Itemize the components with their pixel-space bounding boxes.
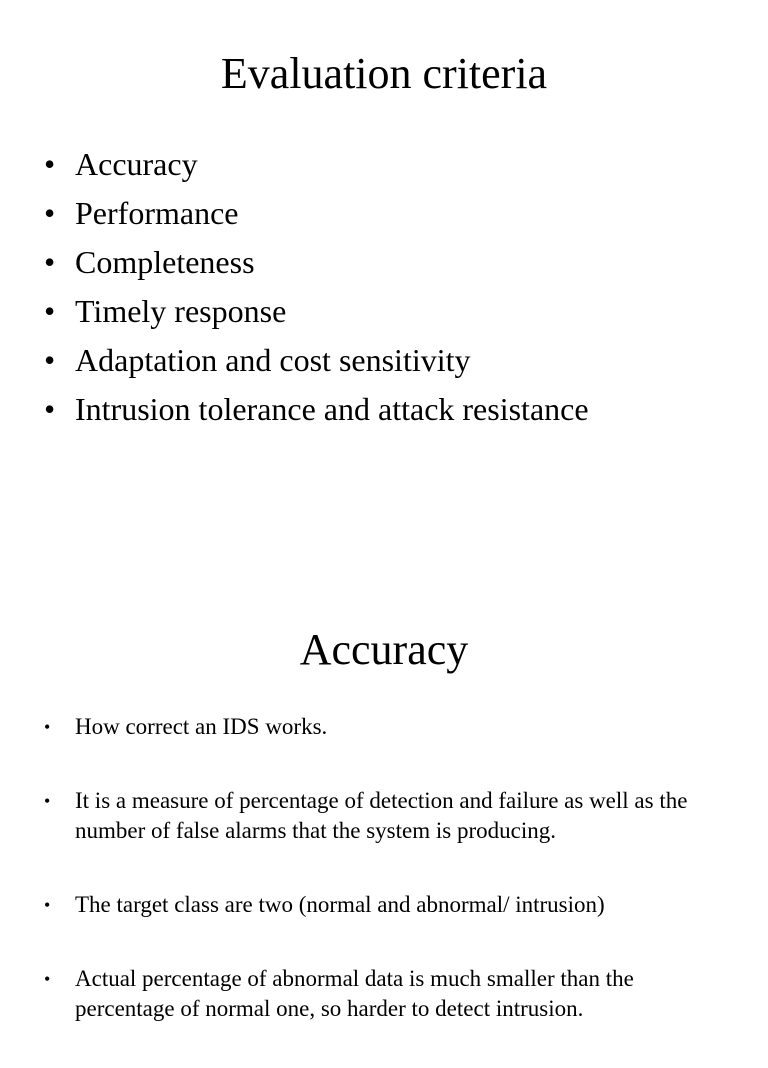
- bullet-icon: •: [44, 969, 51, 989]
- bullet-icon: •: [44, 391, 56, 427]
- slide-evaluation-criteria: [0, 0, 768, 470]
- slide-title: Evaluation criteria: [220, 49, 548, 98]
- bullet-icon: •: [44, 195, 56, 231]
- bullet-icon: •: [44, 342, 56, 378]
- bullet-icon: •: [44, 244, 56, 280]
- bullet-text: The target class are two (normal and abnormal/ intrusion): [75, 892, 605, 917]
- list-item: [0, 385, 768, 434]
- bullet-icon: •: [44, 791, 51, 811]
- list-item: [0, 712, 768, 742]
- list-item: [0, 287, 768, 336]
- bullet-text: Timely response: [75, 293, 287, 329]
- bullet-text: Actual percentage of abnormal data is much smaller than the percentage of normal one, so harder to detect intrusion.: [75, 966, 634, 1021]
- bullet-text: It is a measure of percentage of detection and failure as well as the number of false alarms that the system is producing.: [75, 788, 688, 843]
- slide-accuracy: [0, 600, 768, 1024]
- bullet-icon: •: [44, 293, 56, 329]
- bullet-text: Intrusion tolerance and attack resistance: [75, 391, 589, 427]
- bullet-icon: •: [44, 146, 56, 182]
- bullet-text: Adaptation and cost sensitivity: [75, 342, 471, 378]
- list-item: [0, 786, 768, 846]
- bullet-icon: •: [44, 895, 51, 915]
- list-item: [0, 238, 768, 287]
- bullet-text: Completeness: [75, 244, 255, 280]
- bullet-text: Performance: [75, 195, 239, 231]
- bullet-text: How correct an IDS works.: [75, 714, 328, 739]
- list-item: [0, 140, 768, 189]
- list-item: [0, 964, 768, 1024]
- bullet-icon: •: [44, 717, 51, 737]
- bullet-text: Accuracy: [75, 146, 198, 182]
- bullet-list: [0, 140, 768, 434]
- list-item: [0, 336, 768, 385]
- list-item: [0, 189, 768, 238]
- slide-title: Accuracy: [299, 625, 469, 674]
- list-item: [0, 890, 768, 920]
- bullet-list: [0, 712, 768, 1068]
